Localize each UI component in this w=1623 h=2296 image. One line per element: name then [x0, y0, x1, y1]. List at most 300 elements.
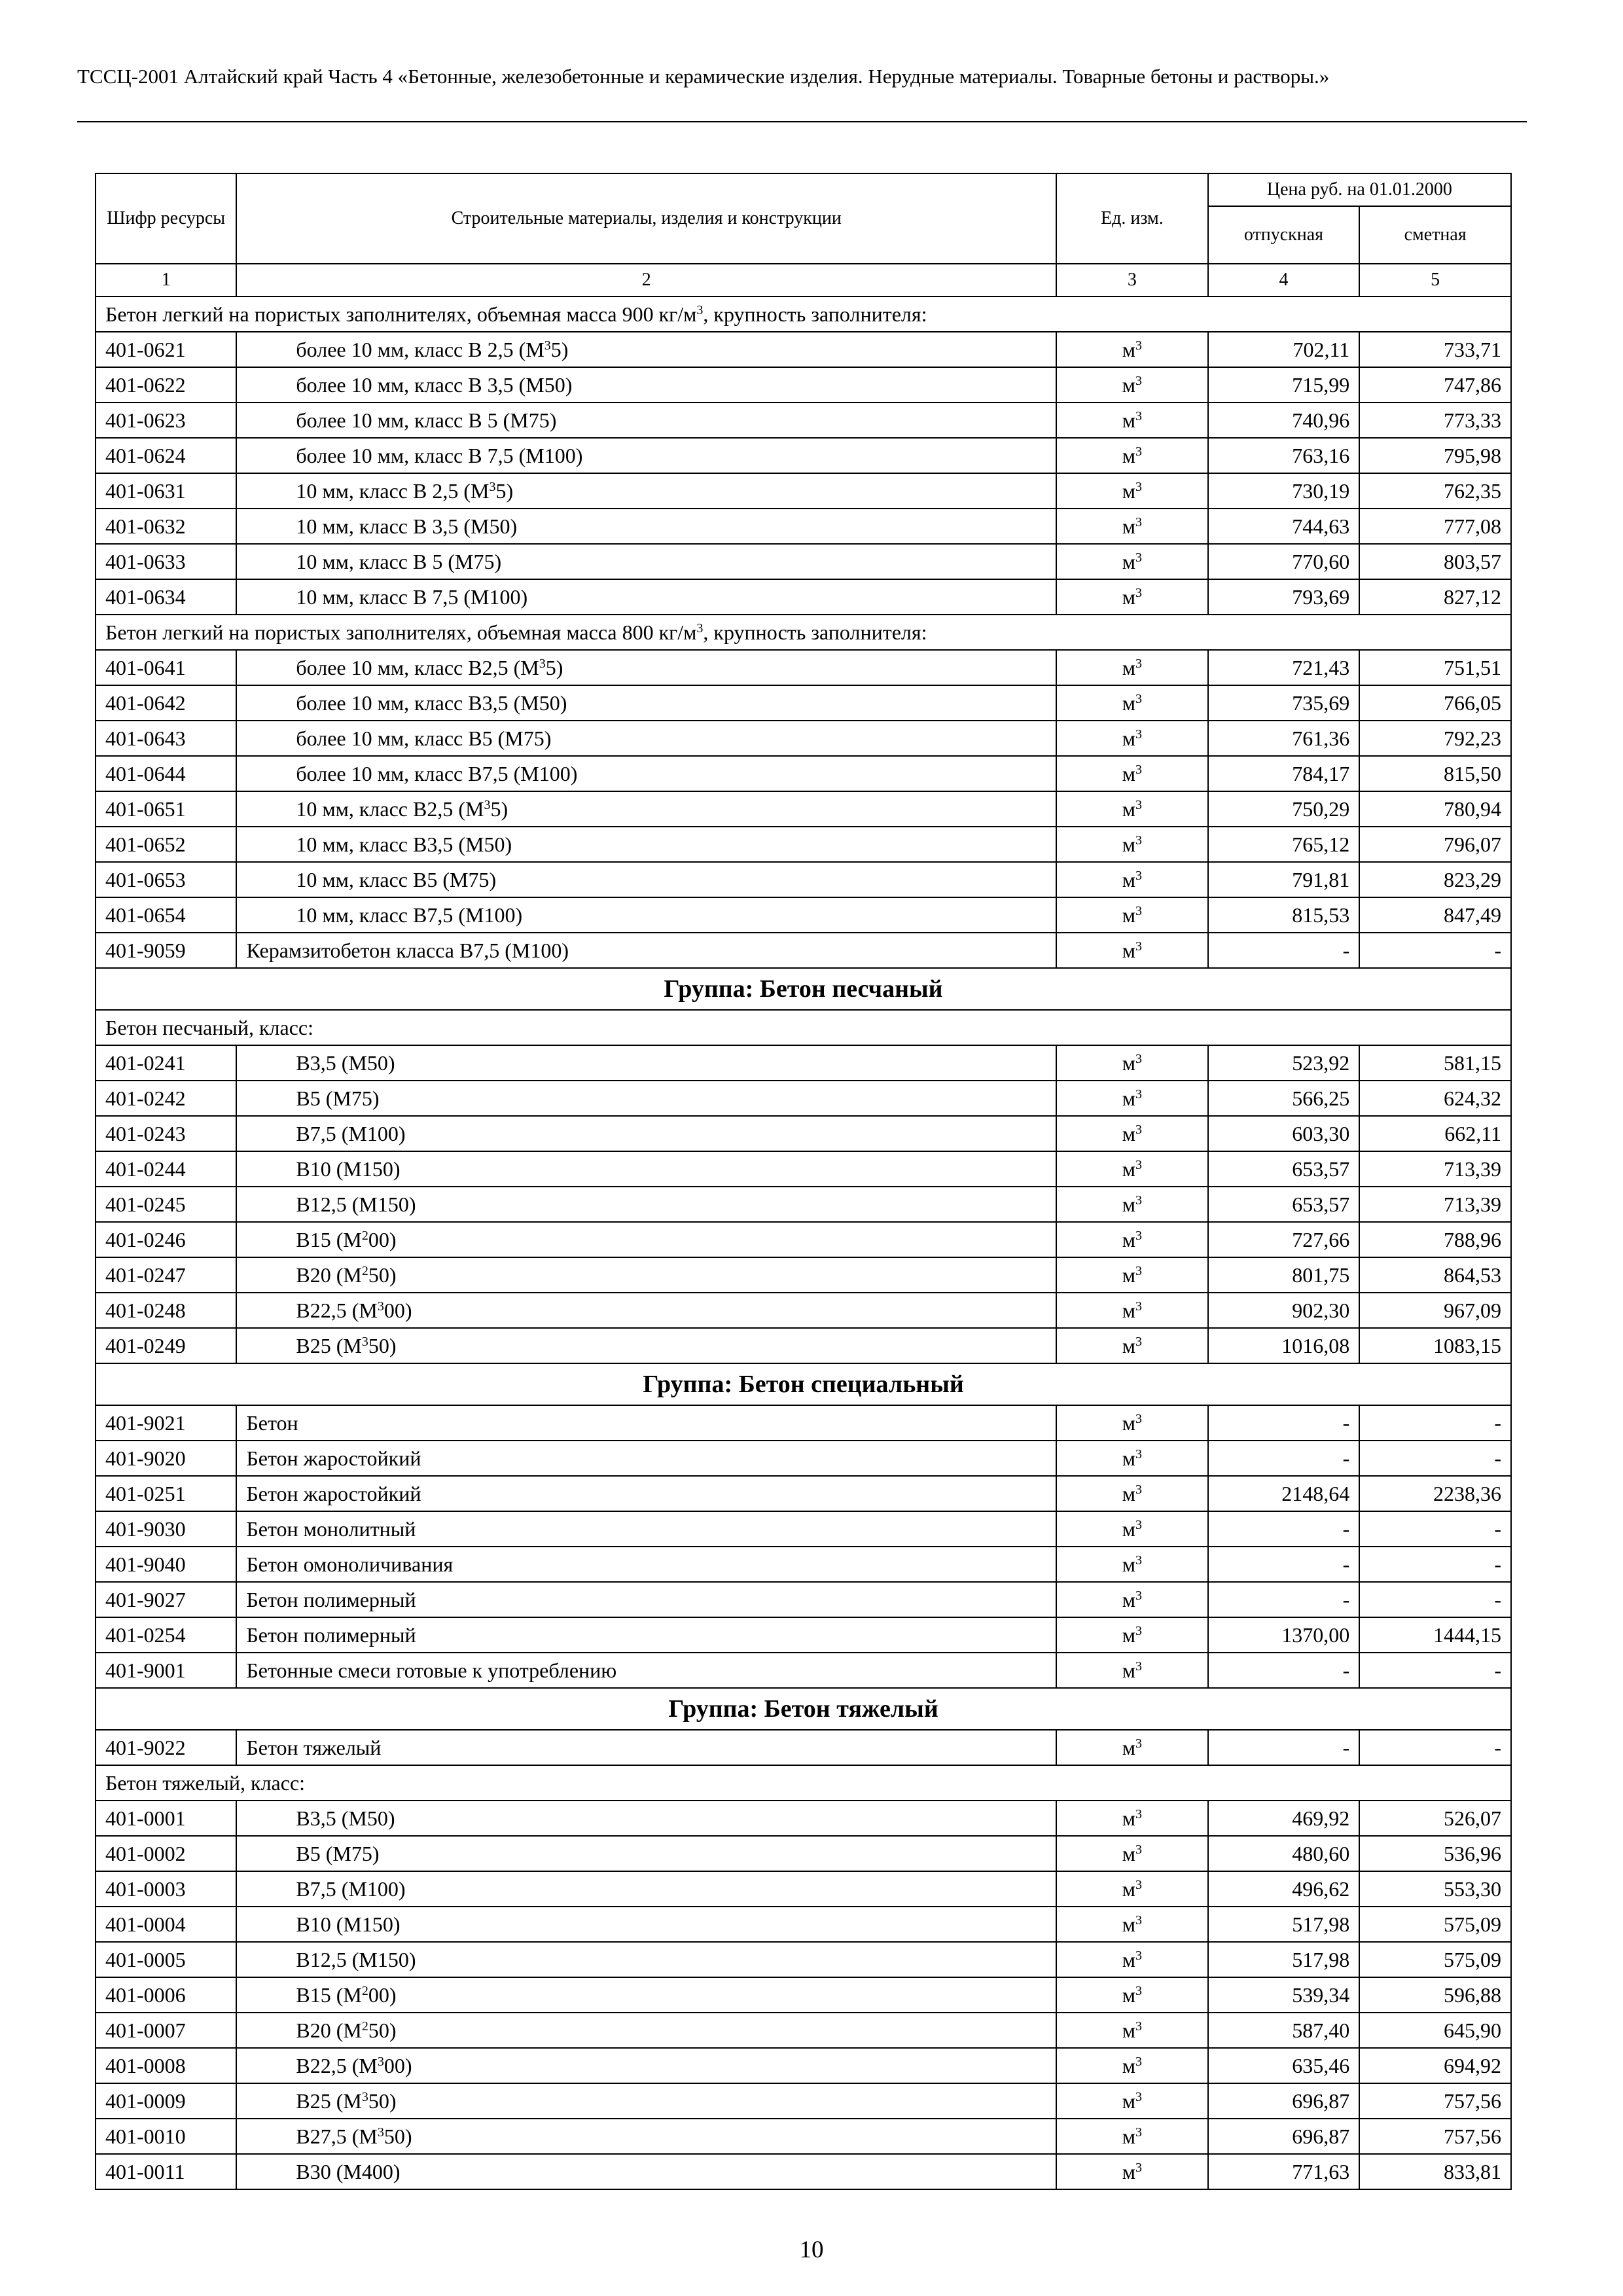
- table-row: [96, 1222, 1511, 1257]
- material-name: Бетон монолитный: [236, 1511, 1056, 1547]
- unit-cell: $м^3$: [1056, 685, 1208, 721]
- table-row: [96, 403, 1511, 438]
- table-row: [96, 1441, 1511, 1476]
- resource-code: 401-0251: [96, 1476, 236, 1511]
- price-estimate: 713,39: [1359, 1187, 1511, 1222]
- resource-code: 401-0002: [96, 1836, 236, 1871]
- price-estimate: 575,09: [1359, 1942, 1511, 1977]
- price-release: -: [1208, 1441, 1360, 1476]
- table-row: [96, 2154, 1511, 2189]
- material-name: Бетон жаростойкий: [236, 1476, 1056, 1511]
- material-name: В25 $(М^350)$: [236, 2083, 1056, 2119]
- unit-cell: $м^3$: [1056, 1617, 1208, 1653]
- column-number: 4: [1208, 264, 1360, 296]
- price-release: -: [1208, 1511, 1360, 1547]
- price-estimate: 713,39: [1359, 1151, 1511, 1187]
- unit-cell: $м^3$: [1056, 827, 1208, 862]
- section-row: [96, 615, 1511, 650]
- unit-cell: $м^3$: [1056, 1441, 1208, 1476]
- price-estimate: 747,86: [1359, 367, 1511, 403]
- price-estimate: 645,90: [1359, 2013, 1511, 2048]
- price-estimate: 575,09: [1359, 1907, 1511, 1942]
- price-release: -: [1208, 1547, 1360, 1582]
- resource-code: 401-9022: [96, 1730, 236, 1765]
- unit-cell: $м^3$: [1056, 791, 1208, 827]
- price-estimate: 762,35: [1359, 473, 1511, 509]
- unit-cell: $м^3$: [1056, 403, 1208, 438]
- table-row: [96, 2119, 1511, 2154]
- price-release: 784,17: [1208, 756, 1360, 791]
- header-code: Шифр ресурсы: [96, 173, 236, 264]
- price-release: 715,99: [1208, 367, 1360, 403]
- unit-cell: $м^3$: [1056, 1907, 1208, 1942]
- price-release: 653,57: [1208, 1151, 1360, 1187]
- unit-cell: $м^3$: [1056, 1476, 1208, 1511]
- price-estimate: 2238,36: [1359, 1476, 1511, 1511]
- material-name: Бетонные смеси готовые к употреблению: [236, 1653, 1056, 1688]
- material-name: В22,5 $(М^300)$: [236, 2048, 1056, 2083]
- material-name: В12,5 (М150): [236, 1942, 1056, 1977]
- unit-cell: $м^3$: [1056, 1293, 1208, 1328]
- price-estimate: -: [1359, 1405, 1511, 1441]
- group-heading: Группа: Бетон тяжелый: [96, 1688, 1511, 1730]
- table-row: [96, 367, 1511, 403]
- price-estimate: 847,49: [1359, 897, 1511, 933]
- column-number: 5: [1359, 264, 1511, 296]
- material-name: Бетон: [236, 1405, 1056, 1441]
- price-release: 763,16: [1208, 438, 1360, 473]
- resource-code: 401-0245: [96, 1187, 236, 1222]
- table-row: [96, 650, 1511, 685]
- price-release: 902,30: [1208, 1293, 1360, 1328]
- resource-code: 401-0654: [96, 897, 236, 933]
- unit-cell: $м^3$: [1056, 1151, 1208, 1187]
- unit-cell: $м^3$: [1056, 1547, 1208, 1582]
- price-estimate: -: [1359, 933, 1511, 968]
- unit-cell: $м^3$: [1056, 2083, 1208, 2119]
- resource-code: 401-0623: [96, 403, 236, 438]
- table-body: [96, 296, 1511, 2189]
- section-heading: Бетон легкий на пористых заполнителях, объемная масса 900 $кг/м^3$, крупность заполнителя:: [96, 296, 1511, 332]
- column-number: 2: [236, 264, 1056, 296]
- price-release: 791,81: [1208, 862, 1360, 897]
- price-estimate: 694,92: [1359, 2048, 1511, 2083]
- unit-cell: $м^3$: [1056, 1836, 1208, 1871]
- material-name: 10 мм, класс В 2,5 $(М^35)$: [236, 473, 1056, 509]
- price-release: 750,29: [1208, 791, 1360, 827]
- group-row: [96, 1363, 1511, 1405]
- material-name: более 10 мм, класс В 3,5 (М50): [236, 367, 1056, 403]
- unit-cell: $м^3$: [1056, 1405, 1208, 1441]
- price-estimate: 803,57: [1359, 544, 1511, 579]
- material-name: Керамзитобетон класса В7,5 (М100): [236, 933, 1056, 968]
- unit-cell: $м^3$: [1056, 1045, 1208, 1081]
- table-row: [96, 1801, 1511, 1836]
- table-row: [96, 827, 1511, 862]
- unit-cell: $м^3$: [1056, 1116, 1208, 1151]
- column-number-row: [96, 264, 1511, 296]
- table-row: [96, 756, 1511, 791]
- material-name: Бетон полимерный: [236, 1617, 1056, 1653]
- price-release: 761,36: [1208, 721, 1360, 756]
- resource-code: 401-0631: [96, 473, 236, 509]
- resource-code: 401-0007: [96, 2013, 236, 2048]
- resource-code: 401-0621: [96, 332, 236, 367]
- price-estimate: 967,09: [1359, 1293, 1511, 1328]
- unit-cell: $м^3$: [1056, 1328, 1208, 1363]
- resource-code: 401-0643: [96, 721, 236, 756]
- material-name: В7,5 (М100): [236, 1871, 1056, 1907]
- table-row: [96, 1977, 1511, 2013]
- table-row: [96, 1582, 1511, 1617]
- table-row: [96, 933, 1511, 968]
- price-release: 815,53: [1208, 897, 1360, 933]
- price-estimate: 766,05: [1359, 685, 1511, 721]
- resource-code: 401-0242: [96, 1081, 236, 1116]
- material-name: В5 (М75): [236, 1081, 1056, 1116]
- material-name: Бетон омоноличивания: [236, 1547, 1056, 1582]
- price-estimate: 795,98: [1359, 438, 1511, 473]
- resource-code: 401-0008: [96, 2048, 236, 2083]
- unit-cell: $м^3$: [1056, 1257, 1208, 1293]
- table-row: [96, 473, 1511, 509]
- resource-code: 401-0624: [96, 438, 236, 473]
- price-release: -: [1208, 1730, 1360, 1765]
- price-estimate: 780,94: [1359, 791, 1511, 827]
- price-estimate: 757,56: [1359, 2119, 1511, 2154]
- table-row: [96, 1257, 1511, 1293]
- price-estimate: 864,53: [1359, 1257, 1511, 1293]
- resource-code: 401-0651: [96, 791, 236, 827]
- price-release: -: [1208, 933, 1360, 968]
- price-release: 480,60: [1208, 1836, 1360, 1871]
- column-number: 3: [1056, 264, 1208, 296]
- price-release: 735,69: [1208, 685, 1360, 721]
- table-row: [96, 2013, 1511, 2048]
- price-release: 2148,64: [1208, 1476, 1360, 1511]
- group-heading: Группа: Бетон специальный: [96, 1363, 1511, 1405]
- resource-code: 401-0641: [96, 650, 236, 685]
- price-estimate: 796,07: [1359, 827, 1511, 862]
- price-release: 770,60: [1208, 544, 1360, 579]
- material-name: более 10 мм, класс В3,5 (М50): [236, 685, 1056, 721]
- price-estimate: 624,32: [1359, 1081, 1511, 1116]
- unit-cell: $м^3$: [1056, 1222, 1208, 1257]
- resource-code: 401-0009: [96, 2083, 236, 2119]
- table-row: [96, 1511, 1511, 1547]
- table-row: [96, 791, 1511, 827]
- price-estimate: 733,71: [1359, 332, 1511, 367]
- price-estimate: 526,07: [1359, 1801, 1511, 1836]
- material-name: 10 мм, класс В7,5 (М100): [236, 897, 1056, 933]
- page-header: ТССЦ-2001 Алтайский край Часть 4 «Бетонные, железобетонные и керамические изделия. Нерудные материалы. Товарные бетоны и растворы.»: [77, 65, 1330, 88]
- price-release: 469,92: [1208, 1801, 1360, 1836]
- price-release: 587,40: [1208, 2013, 1360, 2048]
- table-row: [96, 1081, 1511, 1116]
- material-name: Бетон полимерный: [236, 1582, 1056, 1617]
- unit-cell: $м^3$: [1056, 579, 1208, 615]
- table-row: [96, 509, 1511, 544]
- price-release: 523,92: [1208, 1045, 1360, 1081]
- table-row: [96, 1871, 1511, 1907]
- price-release: -: [1208, 1582, 1360, 1617]
- unit-cell: $м^3$: [1056, 1730, 1208, 1765]
- table-row: [96, 1293, 1511, 1328]
- table-row: [96, 1405, 1511, 1441]
- unit-cell: $м^3$: [1056, 756, 1208, 791]
- resource-code: 401-9021: [96, 1405, 236, 1441]
- price-release: 539,34: [1208, 1977, 1360, 2013]
- price-estimate: -: [1359, 1730, 1511, 1765]
- unit-cell: $м^3$: [1056, 438, 1208, 473]
- resource-code: 401-0011: [96, 2154, 236, 2189]
- unit-cell: $м^3$: [1056, 1942, 1208, 1977]
- price-estimate: 536,96: [1359, 1836, 1511, 1871]
- price-estimate: 662,11: [1359, 1116, 1511, 1151]
- table-row: [96, 2083, 1511, 2119]
- table-row: [96, 1328, 1511, 1363]
- price-release: 635,46: [1208, 2048, 1360, 2083]
- unit-cell: $м^3$: [1056, 2013, 1208, 2048]
- price-release: 653,57: [1208, 1187, 1360, 1222]
- resource-code: 401-0644: [96, 756, 236, 791]
- unit-cell: $м^3$: [1056, 367, 1208, 403]
- resource-code: 401-0634: [96, 579, 236, 615]
- table-row: [96, 862, 1511, 897]
- header-price-group: Цена руб. на 01.01.2000: [1208, 173, 1511, 206]
- price-release: 1016,08: [1208, 1328, 1360, 1363]
- unit-cell: $м^3$: [1056, 1977, 1208, 2013]
- price-estimate: -: [1359, 1653, 1511, 1688]
- group-row: [96, 1688, 1511, 1730]
- table-row: [96, 1547, 1511, 1582]
- price-estimate: 1083,15: [1359, 1328, 1511, 1363]
- unit-cell: $м^3$: [1056, 1511, 1208, 1547]
- material-name: В20 $(М^250)$: [236, 2013, 1056, 2048]
- unit-cell: $м^3$: [1056, 897, 1208, 933]
- price-estimate: 596,88: [1359, 1977, 1511, 2013]
- unit-cell: $м^3$: [1056, 1187, 1208, 1222]
- material-name: В5 (М75): [236, 1836, 1056, 1871]
- price-release: -: [1208, 1653, 1360, 1688]
- material-name: 10 мм, класс В 5 (М75): [236, 544, 1056, 579]
- table-row: [96, 1836, 1511, 1871]
- unit-cell: $м^3$: [1056, 1582, 1208, 1617]
- price-release: 727,66: [1208, 1222, 1360, 1257]
- table-row: [96, 332, 1511, 367]
- price-release: 566,25: [1208, 1081, 1360, 1116]
- price-release: 1370,00: [1208, 1617, 1360, 1653]
- price-release: 771,63: [1208, 2154, 1360, 2189]
- resource-code: 401-9027: [96, 1582, 236, 1617]
- unit-cell: $м^3$: [1056, 332, 1208, 367]
- material-name: В10 (М150): [236, 1151, 1056, 1187]
- resource-code: 401-0004: [96, 1907, 236, 1942]
- column-number: 1: [96, 264, 236, 296]
- material-name: В12,5 (М150): [236, 1187, 1056, 1222]
- material-name: более 10 мм, класс В 7,5 (М100): [236, 438, 1056, 473]
- material-name: 10 мм, класс В 3,5 (М50): [236, 509, 1056, 544]
- header-rule: [77, 121, 1527, 122]
- resource-code: 401-0243: [96, 1116, 236, 1151]
- table-row: [96, 685, 1511, 721]
- section-row: [96, 1010, 1511, 1045]
- header-unit: Ед. изм.: [1056, 173, 1208, 264]
- table-row: [96, 897, 1511, 933]
- resource-code: 401-0006: [96, 1977, 236, 2013]
- price-estimate: 827,12: [1359, 579, 1511, 615]
- section-row: [96, 296, 1511, 332]
- material-name: В7,5 (М100): [236, 1116, 1056, 1151]
- resource-code: 401-0246: [96, 1222, 236, 1257]
- material-name: В3,5 (М50): [236, 1801, 1056, 1836]
- resource-code: 401-9020: [96, 1441, 236, 1476]
- resource-code: 401-0633: [96, 544, 236, 579]
- resource-code: 401-0254: [96, 1617, 236, 1653]
- unit-cell: $м^3$: [1056, 650, 1208, 685]
- group-heading: Группа: Бетон песчаный: [96, 968, 1511, 1010]
- resource-code: 401-0003: [96, 1871, 236, 1907]
- unit-cell: $м^3$: [1056, 2119, 1208, 2154]
- section-heading: Бетон тяжелый, класс:: [96, 1765, 1511, 1801]
- table-row: [96, 1907, 1511, 1942]
- unit-cell: $м^3$: [1056, 1871, 1208, 1907]
- page-number: 10: [799, 2236, 824, 2263]
- table-row: [96, 1045, 1511, 1081]
- material-name: В10 (М150): [236, 1907, 1056, 1942]
- material-name: В25 $(М^350)$: [236, 1328, 1056, 1363]
- resource-code: 401-9030: [96, 1511, 236, 1547]
- material-name: В22,5 $(М^300)$: [236, 1293, 1056, 1328]
- resource-code: 401-0001: [96, 1801, 236, 1836]
- price-estimate: 815,50: [1359, 756, 1511, 791]
- material-name: В27,5 $(М^350)$: [236, 2119, 1056, 2154]
- price-release: 765,12: [1208, 827, 1360, 862]
- unit-cell: $м^3$: [1056, 1801, 1208, 1836]
- material-name: В20 $(М^250)$: [236, 1257, 1056, 1293]
- price-release: 517,98: [1208, 1942, 1360, 1977]
- price-release: 793,69: [1208, 579, 1360, 615]
- price-estimate: 1444,15: [1359, 1617, 1511, 1653]
- unit-cell: $м^3$: [1056, 862, 1208, 897]
- price-table: [95, 173, 1512, 2190]
- material-name: 10 мм, класс В5 (М75): [236, 862, 1056, 897]
- material-name: более 10 мм, класс В5 (М75): [236, 721, 1056, 756]
- header-price-release: отпускная: [1208, 206, 1360, 264]
- material-name: В15 $(М^200)$: [236, 1977, 1056, 2013]
- table-row: [96, 579, 1511, 615]
- price-estimate: 751,51: [1359, 650, 1511, 685]
- resource-code: 401-0248: [96, 1293, 236, 1328]
- price-release: 696,87: [1208, 2119, 1360, 2154]
- resource-code: 401-0247: [96, 1257, 236, 1293]
- resource-code: 401-0652: [96, 827, 236, 862]
- price-release: 740,96: [1208, 403, 1360, 438]
- group-row: [96, 968, 1511, 1010]
- table-row: [96, 1187, 1511, 1222]
- price-estimate: -: [1359, 1547, 1511, 1582]
- price-release: -: [1208, 1405, 1360, 1441]
- unit-cell: $м^3$: [1056, 1653, 1208, 1688]
- section-row: [96, 1765, 1511, 1801]
- table-row: [96, 1653, 1511, 1688]
- resource-code: 401-0642: [96, 685, 236, 721]
- price-estimate: 833,81: [1359, 2154, 1511, 2189]
- price-release: 696,87: [1208, 2083, 1360, 2119]
- unit-cell: $м^3$: [1056, 2154, 1208, 2189]
- material-name: 10 мм, класс В 7,5 (М100): [236, 579, 1056, 615]
- table-row: [96, 1617, 1511, 1653]
- table-row: [96, 544, 1511, 579]
- price-release: 721,43: [1208, 650, 1360, 685]
- resource-code: 401-0632: [96, 509, 236, 544]
- material-name: В15 $(М^200)$: [236, 1222, 1056, 1257]
- resource-code: 401-9001: [96, 1653, 236, 1688]
- unit-cell: $м^3$: [1056, 1081, 1208, 1116]
- price-estimate: -: [1359, 1511, 1511, 1547]
- price-estimate: 792,23: [1359, 721, 1511, 756]
- material-name: Бетон жаростойкий: [236, 1441, 1056, 1476]
- material-name: более 10 мм, класс В7,5 (М100): [236, 756, 1056, 791]
- material-name: более 10 мм, класс В 2,5 $(М^35)$: [236, 332, 1056, 367]
- material-name: В30 (М400): [236, 2154, 1056, 2189]
- price-estimate: 553,30: [1359, 1871, 1511, 1907]
- table-row: [96, 2048, 1511, 2083]
- material-name: 10 мм, класс В3,5 (М50): [236, 827, 1056, 862]
- material-name: Бетон тяжелый: [236, 1730, 1056, 1765]
- price-release: 517,98: [1208, 1907, 1360, 1942]
- material-name: более 10 мм, класс В2,5 $(М^35)$: [236, 650, 1056, 685]
- table-row: [96, 721, 1511, 756]
- resource-code: 401-0249: [96, 1328, 236, 1363]
- price-release: 496,62: [1208, 1871, 1360, 1907]
- table-row: [96, 1942, 1511, 1977]
- material-name: В3,5 (М50): [236, 1045, 1056, 1081]
- unit-cell: $м^3$: [1056, 2048, 1208, 2083]
- price-estimate: -: [1359, 1441, 1511, 1476]
- table-row: [96, 1151, 1511, 1187]
- price-release: 744,63: [1208, 509, 1360, 544]
- resource-code: 401-0241: [96, 1045, 236, 1081]
- material-name: более 10 мм, класс В 5 (М75): [236, 403, 1056, 438]
- price-release: 603,30: [1208, 1116, 1360, 1151]
- price-release: 801,75: [1208, 1257, 1360, 1293]
- unit-cell: $м^3$: [1056, 544, 1208, 579]
- material-name: 10 мм, класс В2,5 $(М^35)$: [236, 791, 1056, 827]
- table-row: [96, 1730, 1511, 1765]
- header-name: Строительные материалы, изделия и конструкции: [236, 173, 1056, 264]
- unit-cell: $м^3$: [1056, 933, 1208, 968]
- resource-code: 401-9059: [96, 933, 236, 968]
- section-heading: Бетон песчаный, класс:: [96, 1010, 1511, 1045]
- resource-code: 401-0010: [96, 2119, 236, 2154]
- unit-cell: $м^3$: [1056, 721, 1208, 756]
- table-row: [96, 438, 1511, 473]
- price-estimate: 757,56: [1359, 2083, 1511, 2119]
- price-estimate: 581,15: [1359, 1045, 1511, 1081]
- table-row: [96, 1476, 1511, 1511]
- price-estimate: 773,33: [1359, 403, 1511, 438]
- resource-code: 401-9040: [96, 1547, 236, 1582]
- price-estimate: 777,08: [1359, 509, 1511, 544]
- unit-cell: $м^3$: [1056, 473, 1208, 509]
- price-estimate: 823,29: [1359, 862, 1511, 897]
- price-estimate: -: [1359, 1582, 1511, 1617]
- price-release: 702,11: [1208, 332, 1360, 367]
- resource-code: 401-0622: [96, 367, 236, 403]
- resource-code: 401-0653: [96, 862, 236, 897]
- resource-code: 401-0005: [96, 1942, 236, 1977]
